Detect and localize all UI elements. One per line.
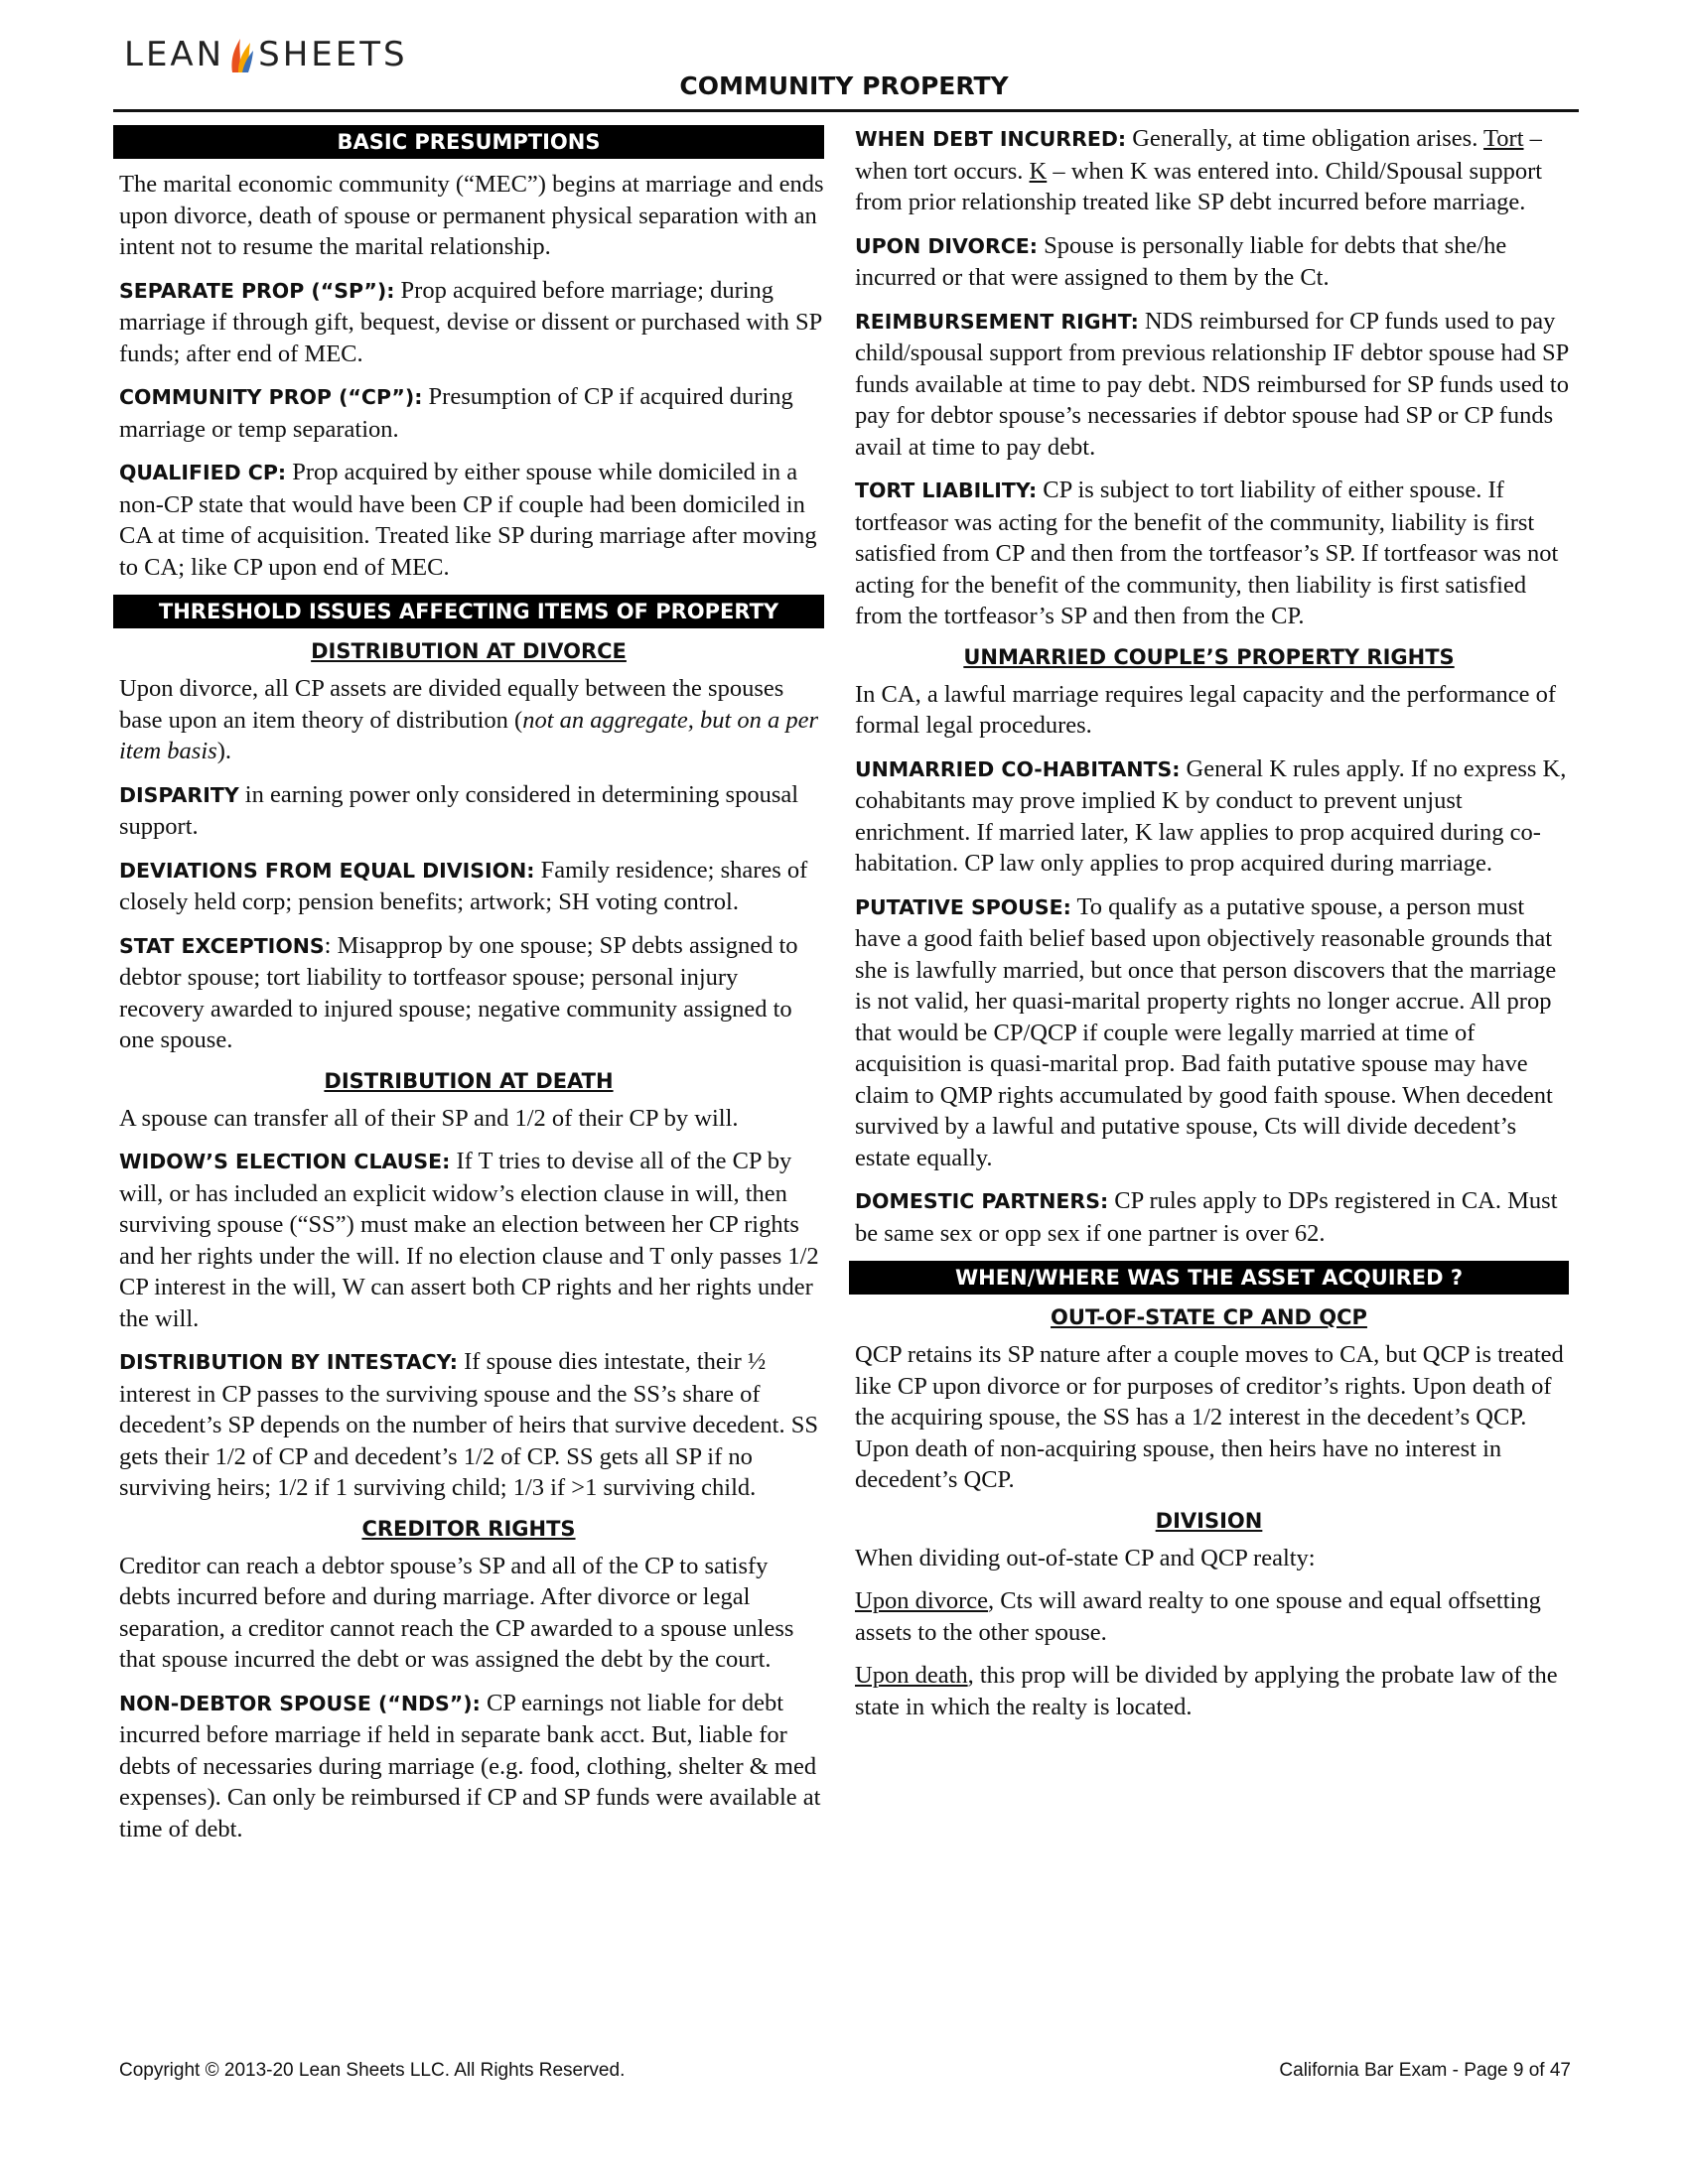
left-column [113, 123, 824, 1856]
mec-paragraph: The marital economic community (“MEC”) begins at marriage and ends upon divorce, death of spouse or permanent physical separation with an intent not to resume the marital relationship. [119, 171, 824, 260]
widow-election-paragraph [113, 1146, 824, 1334]
term-text: CP rules apply to DPs registered in CA. Must be same sex or opp sex if one partner is over 62. [855, 1187, 1558, 1247]
term-label: WIDOW’S ELECTION CLAUSE: [119, 1150, 451, 1173]
term-label: COMMUNITY PROP (“CP”): [119, 385, 423, 409]
term-label: REIMBURSEMENT RIGHT: [855, 309, 1139, 334]
term-label: SEPARATE PROP (“SP”): [119, 278, 395, 303]
term-text: General K rules apply. If no express K, cohabitants may prove implied K by conduct to prevent unjust enrichment. If married later, K law applies to prop acquired during co-habitation. CP law only applies to prop acquired during marriage. [855, 754, 1567, 877]
distribution-divorce-paragraph [113, 673, 824, 767]
term-label: UPON DIVORCE: [855, 233, 1038, 258]
stat-exceptions-paragraph [113, 930, 824, 1056]
deviations-paragraph [113, 855, 824, 918]
term-label: STAT EXCEPTIONS [119, 933, 325, 958]
term-text: Prop acquired before marriage; during marriage if through gift, bequest, devise or dissent or purchased with SP funds; after end of MEC. [119, 276, 822, 367]
underlined-term: Upon death [855, 1662, 968, 1689]
subheading-out-of-state: OUT-OF-STATE CP AND QCP [1051, 1305, 1367, 1329]
term-text: NDS reimbursed for CP funds used to pay child/spousal support from previous relationship IF debtor spouse had SP funds available at time to pay debt. NDS reimbursed for SP funds used to pay for debtor spouse’s necessaries if debtor spouse had SP or CP funds avail at time to pay debt. [855, 307, 1569, 461]
subheading-division: DIVISION [1155, 1508, 1263, 1533]
term-text: CP earnings not liable for debt incurred before marriage if held in separate bank acct. But, liable for debts of necessaries during marriage (e.g. food, clothing, shelter & med expenses). Can only be reimbursed if CP and SP funds were available at time of debt. [119, 1689, 821, 1843]
logo-text-left: LEAN [124, 35, 225, 74]
when-debt-paragraph [849, 123, 1569, 218]
distribution-death-paragraph: A spouse can transfer all of their SP and 1/2 of their CP by will. [119, 1104, 739, 1132]
subheading-distribution-at-death: DISTRIBUTION AT DEATH [324, 1068, 614, 1093]
text-italic: not an aggregate, but on a per item basis [119, 706, 819, 764]
logo-text-right: SHEETS [258, 35, 408, 74]
term-label: DOMESTIC PARTNERS: [855, 1189, 1109, 1213]
intestacy-paragraph [113, 1346, 824, 1504]
term-label: QUALIFIED CP: [119, 461, 287, 484]
upon-death-division-paragraph [849, 1660, 1569, 1722]
qualified-cp-paragraph [113, 457, 824, 583]
term-text: To qualify as a putative spouse, a person must have a good faith belief based upon objectively reasonable grounds that she is lawfully married, but once that person discovers that the marriage is not valid, her quasi-marital property rights no longer accrue. All prop that would be CP/QCP if couple were legally married at time of acquisition is quasi-marital prop. Bad faith putative spouse may have claim to QMP rights accumulated by good faith spouse. When decedent survived by a lawful and putative spouse, Cts will divide decedent’s estate equally. [855, 892, 1557, 1171]
underlined-term: K [1029, 157, 1048, 185]
subheading-unmarried-couples: UNMARRIED COUPLE’S PROPERTY RIGHTS [963, 644, 1455, 669]
title-divider [113, 109, 1579, 112]
term-label: PUTATIVE SPOUSE: [855, 894, 1071, 919]
text-part: , this prop will be divided by applying the probate law of the state in which the realty is located. [855, 1662, 1558, 1720]
text-part: – when K was entered into. Child/Spousal support from prior relationship treated like SP debt incurred before marriage. [855, 157, 1543, 215]
unmarried-paragraph: In CA, a lawful marriage requires legal capacity and the performance of formal legal procedures. [855, 680, 1557, 739]
section-heading-basic-presumptions: BASIC PRESUMPTIONS [113, 125, 824, 159]
reimbursement-paragraph [849, 306, 1569, 464]
page-number-footer: California Bar Exam - Page 9 of 47 [1279, 2060, 1571, 2081]
community-prop-paragraph [113, 381, 824, 445]
term-label: WHEN DEBT INCURRED: [855, 127, 1127, 151]
term-text: CP is subject to tort liability of either spouse. If tortfeasor was acting for the benefit of the community, liability is first satisfied from CP and then from the tortfeasor’s SP. If tortfeasor was not acting for the benefit of the community, then liability is first satisfied from the tortfeasor’s SP and then from the CP. [855, 477, 1559, 629]
term-text: Presumption of CP if acquired during marriage or temp separation. [119, 383, 793, 443]
term-label: DISPARITY [119, 782, 239, 807]
creditor-paragraph: Creditor can reach a debtor spouse’s SP and all of the CP to satisfy debts incurred before and during marriage. After divorce or legal separation, a creditor cannot reach the CP awarded to a spouse unless that spouse incurred the debt or was assigned the debt by the court. [119, 1552, 794, 1673]
upon-divorce-division-paragraph [849, 1585, 1569, 1648]
underlined-term: Tort [1483, 125, 1524, 152]
upon-divorce-paragraph [849, 230, 1569, 294]
term-text: : Misapprop by one spouse; SP debts assigned to debtor spouse; tort liability to tortfeasor spouse; personal injury recovery awarded to injured spouse; negative community assigned to one spouse. [119, 931, 798, 1053]
page-title: COMMUNITY PROPERTY [679, 71, 1009, 100]
term-label: NON-DEBTOR SPOUSE (“NDS”): [119, 1691, 481, 1715]
term-text: If T tries to devise all of the CP by will, or has included an explicit widow’s election clause in will, then surviving spouse (“SS”) must make an election between her CP rights and her rights under the will. If no election clause and T only passes 1/2 CP interest in the will, W can assert both CP rights and her rights under the will. [119, 1148, 819, 1332]
logo-flame-icon [228, 35, 254, 74]
term-text: Family residence; shares of closely held corp; pension benefits; artwork; SH voting control. [119, 856, 808, 915]
underlined-term: Upon divorce [855, 1587, 989, 1614]
term-label: TORT LIABILITY: [855, 478, 1038, 502]
term-text: If spouse dies intestate, their ½ interest in CP passes to the surviving spouse and the SS’s share of decedent’s SP depends on the number of heirs that survive decedent. SS gets their 1/2 of CP and decedent’s 1/2 of CP. SS gets all SP if no surviving heirs; 1/2 if 1 surviving child; 1/3 if >1 surviving child. [119, 1348, 818, 1501]
non-debtor-spouse-paragraph [113, 1688, 824, 1845]
separate-prop-paragraph [113, 275, 824, 370]
section-heading-threshold-issues: THRESHOLD ISSUES AFFECTING ITEMS OF PROPERTY [113, 595, 824, 628]
term-label: DEVIATIONS FROM EQUAL DIVISION: [119, 858, 535, 883]
text-part: ). [216, 738, 231, 764]
term-text: in earning power only considered in determining spousal support. [119, 780, 799, 840]
term-text: Prop acquired by either spouse while domiciled in a non-CP state that would have been CP if couple had been domiciled in CA at time of acquisition. Treated like SP during marriage after moving to CA; like CP upon end of MEC. [119, 459, 817, 581]
subheading-creditor-rights: CREDITOR RIGHTS [361, 1516, 576, 1541]
text-part: Generally, at time obligation arises. [1126, 125, 1484, 152]
putative-spouse-paragraph [849, 891, 1569, 1174]
term-label: UNMARRIED CO-HABITANTS: [855, 756, 1181, 781]
out-of-state-paragraph: QCP retains its SP nature after a couple moves to CA, but QCP is treated like CP upon divorce or for purposes of creditor’s rights. Upon death of the acquiring spouse, the SS has a 1/2 interest in the decedent’s QCP. Upon death of non-acquiring spouse, then heirs have no interest in decedent’s QCP. [855, 1341, 1564, 1493]
domestic-partners-paragraph [849, 1185, 1569, 1249]
copyright-footer: Copyright © 2013-20 Lean Sheets LLC. All Rights Reserved. [119, 2060, 626, 2081]
cohabitants-paragraph [849, 753, 1569, 880]
division-paragraph: When dividing out-of-state CP and QCP realty: [855, 1544, 1316, 1571]
right-column [849, 123, 1569, 1734]
subheading-distribution-at-divorce: DISTRIBUTION AT DIVORCE [311, 639, 627, 663]
text-part: , Cts will award realty to one spouse and equal offsetting assets to the other spouse. [855, 1587, 1541, 1646]
tort-liability-paragraph [849, 475, 1569, 632]
term-label: DISTRIBUTION BY INTESTACY: [119, 1350, 458, 1374]
section-heading-when-where-acquired: WHEN/WHERE WAS THE ASSET ACQUIRED ? [849, 1261, 1569, 1295]
text-part: – when tort occurs. [855, 125, 1542, 185]
text-part: Upon divorce, all CP assets are divided equally between the spouses base upon an item theory of distribution ( [119, 675, 784, 734]
disparity-paragraph [113, 779, 824, 843]
term-text: Spouse is personally liable for debts that she/he incurred or that were assigned to them by the Ct. [855, 231, 1507, 291]
